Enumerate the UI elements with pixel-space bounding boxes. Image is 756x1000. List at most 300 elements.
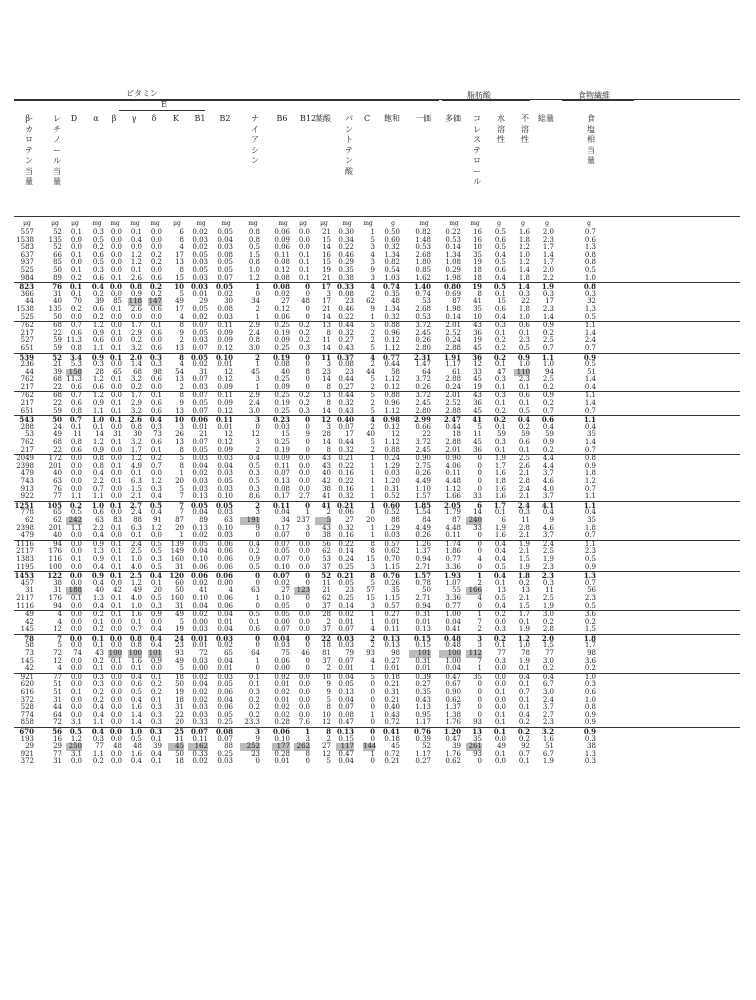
table-cell: 0.77 — [382, 352, 400, 362]
table-cell: 0.03 — [192, 258, 208, 267]
table-cell: 0 — [305, 578, 310, 587]
table-cell: 43 — [473, 321, 482, 330]
table-cell: 2.88 — [445, 406, 461, 415]
table-cell: 0.0 — [70, 547, 82, 556]
table-cell: 0.08 — [272, 282, 290, 292]
table-cell: 0.5 — [130, 688, 142, 697]
table-cell: 1.7 — [493, 500, 506, 510]
table-cell: 0.95 — [415, 710, 431, 719]
table-cell: 1.2 — [70, 734, 82, 743]
table-cell: 0.04 — [338, 757, 354, 766]
table-cell: 1.20 — [384, 477, 400, 485]
table-cell: 2 — [370, 399, 375, 408]
table-cell: 0.03 — [336, 633, 354, 643]
table-cell: 0.90 — [445, 454, 461, 463]
table-cell: 0 — [305, 757, 310, 766]
table-cell: 0.6 — [518, 321, 530, 330]
table-cell: 41 — [473, 297, 482, 306]
table-cell: 1.1 — [583, 500, 596, 510]
table-cell: 0.03 — [192, 710, 208, 719]
table-cell: 72 — [53, 718, 62, 727]
table-cell: 5 — [370, 391, 375, 400]
table-cell: 1.9 — [542, 757, 554, 766]
table-cell: 3.7 — [542, 531, 554, 540]
table-cell: 66 — [53, 250, 62, 259]
table-cell: 7 — [477, 617, 482, 626]
table-cell: 0.0 — [70, 539, 82, 548]
table-cell: 0.1 — [110, 375, 122, 384]
table-cell: 14 — [322, 343, 331, 352]
table-cell: 0.0 — [298, 484, 310, 493]
table-cell: 0.31 — [415, 656, 431, 665]
table-cell: 5 — [370, 406, 375, 415]
table-cell: 1.9 — [542, 554, 554, 563]
table-cell: 0.8 — [129, 633, 142, 643]
table-cell: 0 — [305, 312, 310, 321]
table-cell: 0.1 — [70, 688, 82, 697]
table-cell: 59 — [497, 430, 506, 439]
table-cell: 2 — [477, 625, 482, 634]
table-cell: 0.1 — [110, 328, 122, 337]
table-cell: 0.1 — [70, 228, 82, 236]
table-cell: 0 — [477, 547, 482, 556]
table-cell: 0.0 — [110, 454, 122, 463]
table-cell: 2.9 — [248, 321, 260, 330]
table-cell: 0.1 — [518, 328, 530, 337]
table-cell: 2.3 — [541, 571, 554, 581]
table-cell: 0.27 — [338, 336, 354, 345]
table-cell: 583 — [20, 243, 34, 252]
table-cell: 3.7 — [542, 469, 554, 478]
table-row — [14, 391, 740, 400]
table-cell: 63 — [251, 586, 260, 595]
table-cell: 0 — [305, 656, 310, 665]
table-cell: 58 — [25, 641, 34, 650]
table-cell: 2 — [255, 445, 260, 454]
table-cell: 0.03 — [217, 531, 233, 540]
table-cell: 0.98 — [382, 415, 400, 425]
table-cell: 0.0 — [70, 578, 82, 587]
table-cell: 0.08 — [274, 273, 290, 282]
table-cell: 13 — [175, 258, 184, 267]
table-cell: 0.22 — [338, 539, 354, 548]
table-cell: 2.8 — [518, 523, 530, 532]
table-cell: 81 — [322, 649, 331, 658]
table-cell: 0.24 — [445, 336, 461, 345]
table-cell: 0.4 — [150, 508, 162, 517]
table-cell: 0.01 — [190, 633, 208, 643]
table-cell: 0.70 — [384, 554, 400, 563]
table-cell: 0.07 — [272, 571, 290, 581]
table-cell: 0.03 — [192, 382, 208, 391]
table-cell: 0.25 — [274, 375, 290, 384]
table-cell: 2.5 — [129, 571, 142, 581]
table-cell: 0.0 — [150, 228, 162, 236]
table-cell: 1.1 — [584, 492, 596, 501]
table-cell: 1.8 — [494, 477, 506, 485]
table-cell: 149 — [170, 547, 184, 556]
table-cell: 0.04 — [217, 695, 233, 704]
table-cell: 13 — [175, 438, 184, 447]
table-cell: 0.0 — [150, 617, 162, 626]
table-cell: 1.7 — [542, 243, 554, 252]
table-cell: 1.2 — [92, 321, 104, 330]
table-cell: 762 — [20, 321, 34, 330]
table-cell: 0.0 — [70, 703, 82, 712]
table-cell: 18 — [175, 757, 184, 766]
table-cell: 0.09 — [217, 445, 233, 454]
table-row — [14, 509, 740, 517]
table-cell: 8 — [326, 328, 331, 337]
table-cell: 14 — [322, 312, 331, 321]
table-cell: 0.85 — [415, 265, 431, 274]
table-cell: 58 — [391, 367, 400, 376]
table-cell: 0.0 — [70, 454, 82, 463]
table-cell: 2.88 — [445, 343, 461, 352]
table-cell: 0.0 — [69, 571, 82, 581]
table-cell: 0.6 — [150, 304, 162, 313]
table-cell: 0.05 — [215, 282, 233, 292]
table-cell: 0.02 — [274, 672, 290, 681]
table-cell: 0.01 — [217, 617, 233, 626]
table-cell: 0.22 — [338, 243, 354, 252]
table-cell: 1.4 — [517, 282, 530, 292]
table-cell: 0.1 — [150, 578, 162, 587]
table-cell: 29 — [199, 297, 208, 306]
table-cell: 3.6 — [584, 610, 596, 619]
table-cell: 0.02 — [274, 688, 290, 697]
table-cell: 1.1 — [70, 492, 82, 501]
table-cell: 0.01 — [274, 695, 290, 704]
table-cell: 0.4 — [248, 539, 260, 548]
table-cell: 0.8 — [584, 258, 596, 267]
table-cell: 68 — [53, 391, 62, 400]
table-cell: 1.0 — [584, 695, 596, 704]
table-cell: 0.4 — [542, 672, 554, 681]
table-cell: 63 — [53, 477, 62, 485]
table-cell: 39 — [53, 367, 62, 376]
table-cell: 0.19 — [272, 352, 290, 362]
table-cell: 1.08 — [445, 258, 461, 267]
table-cell: 0.0 — [298, 477, 310, 485]
table-cell: 0.5 — [130, 734, 142, 743]
table-cell: 0.12 — [384, 382, 400, 391]
table-cell: 3 — [255, 508, 260, 517]
table-cell: 24 — [53, 422, 62, 431]
table-cell: 0.6 — [150, 273, 162, 282]
table-cell: 0.07 — [192, 375, 208, 384]
table-cell: 0.0 — [110, 312, 122, 321]
table-cell: 17 — [175, 250, 184, 259]
table-cell: 0.6 — [518, 438, 530, 447]
table-cell: 0.4 — [150, 625, 162, 634]
table-cell: 1.86 — [445, 547, 461, 556]
table-row — [14, 712, 740, 720]
table-cell: 1.2 — [130, 258, 142, 267]
table-cell: 0.02 — [274, 710, 290, 719]
table-cell: 0.1 — [150, 695, 162, 704]
table-cell: 49 — [175, 656, 184, 665]
table-cell: 26 — [175, 430, 184, 439]
table-cell: 6.3 — [130, 477, 142, 485]
table-cell: 0.0 — [298, 617, 310, 626]
table-cell: 3 — [477, 641, 482, 650]
table-cell: 1.98 — [445, 273, 461, 282]
table-cell: 85 — [53, 258, 62, 267]
table-cell: 56 — [52, 727, 62, 736]
table-cell: 3.0 — [248, 406, 260, 415]
table-cell: 0.18 — [384, 734, 400, 743]
table-cell: 12 — [251, 430, 260, 439]
table-cell: 0.13 — [192, 523, 208, 532]
table-cell: 0.40 — [384, 703, 400, 712]
table-cell: 0.0 — [150, 265, 162, 274]
table-cell: 3 — [255, 415, 260, 425]
table-cell: 2.3 — [542, 235, 554, 244]
table-row — [14, 751, 740, 759]
table-cell: 0.31 — [384, 688, 400, 697]
table-cell: 5 — [370, 578, 375, 587]
table-cell: 0.6 — [150, 328, 162, 337]
table-cell: 0.04 — [445, 664, 461, 673]
table-cell: 8 — [305, 367, 310, 376]
table-cell: 479 — [20, 531, 34, 540]
table-cell: 0.3 — [149, 727, 162, 736]
table-row — [14, 689, 740, 697]
table-cell: 0.27 — [384, 610, 400, 619]
table-cell: 0.15 — [338, 734, 354, 743]
table-cell: 40 — [53, 297, 62, 306]
table-cell: 1.1 — [583, 415, 596, 425]
table-row — [14, 673, 740, 682]
table-cell: 0.7 — [584, 578, 596, 587]
table-cell: 0 — [255, 531, 260, 540]
table-cell: 1.9 — [518, 656, 530, 665]
table-cell: 2 — [255, 304, 260, 313]
table-cell: 0.32 — [384, 243, 400, 252]
table-cell: 0.0 — [494, 672, 506, 681]
table-cell: 3.6 — [584, 656, 596, 665]
table-cell: 2.2 — [542, 273, 554, 282]
table-cell: 0.1 — [248, 617, 260, 626]
table-cell: 0 — [255, 571, 260, 581]
table-cell: 0.4 — [92, 578, 104, 587]
table-cell: 0.6 — [494, 304, 506, 313]
table-cell: 44 — [25, 297, 34, 306]
unit-label: μg — [173, 220, 181, 227]
table-cell: 0.5 — [584, 554, 596, 563]
unit-label: μg — [23, 220, 31, 227]
table-cell: 0.2 — [92, 757, 104, 766]
table-cell: 0.01 — [384, 617, 400, 626]
table-cell: 0.2 — [92, 625, 104, 634]
table-cell: 0.02 — [192, 469, 208, 478]
table-cell: 4 — [179, 312, 184, 321]
table-cell: 2 — [179, 382, 184, 391]
table-cell: 2.3 — [518, 375, 530, 384]
table-cell: 0.0 — [494, 695, 506, 704]
table-cell: 0.1 — [109, 500, 122, 510]
table-cell: 0.05 — [274, 547, 290, 556]
table-cell: 1.9 — [518, 562, 530, 571]
table-cell: 3.2 — [130, 438, 142, 447]
table-cell: 0.76 — [382, 571, 400, 581]
table-row — [14, 619, 740, 627]
table-cell: 0 — [305, 531, 310, 540]
table-cell: 0.5 — [584, 601, 596, 610]
table-cell: 616 — [20, 688, 34, 697]
table-cell: 3.72 — [415, 375, 431, 384]
table-cell: 1 — [179, 469, 184, 478]
table-cell: 0.0 — [70, 617, 82, 626]
table-cell: 0.31 — [415, 610, 431, 619]
table-cell: 0.41 — [382, 727, 400, 736]
table-cell: 0.77 — [445, 554, 461, 563]
table-cell: 2.0 — [129, 352, 142, 362]
table-cell: 0.2 — [248, 703, 260, 712]
table-cell: 11 — [322, 578, 331, 587]
table-cell: 1.1 — [92, 492, 104, 501]
table-cell: 4 — [370, 625, 375, 634]
table-cell: 0.17 — [274, 492, 290, 501]
table-cell: 68 — [53, 321, 62, 330]
column-header: 食塩相当量 — [587, 114, 595, 165]
table-cell: 89 — [53, 273, 62, 282]
table-cell: 0.53 — [415, 312, 431, 321]
table-cell: 0.3 — [248, 688, 260, 697]
table-cell: 5 — [315, 517, 331, 525]
table-cell: 0.0 — [298, 610, 310, 619]
table-cell: 0.1 — [110, 438, 122, 447]
group-label-vitamin: ビタミン — [126, 89, 158, 98]
table-cell: 0.4 — [149, 571, 162, 581]
table-cell: 0.32 — [338, 523, 354, 532]
table-cell: 0.0 — [494, 757, 506, 766]
table-cell: 0.02 — [217, 289, 233, 298]
table-cell: 18 — [473, 265, 482, 274]
table-cell: 93 — [473, 718, 482, 727]
table-cell: 0.4 — [584, 422, 596, 431]
table-cell: 0.8 — [248, 258, 260, 267]
table-cell: 0.3 — [494, 391, 506, 400]
table-cell: 0.1 — [110, 562, 122, 571]
table-cell: 9 — [179, 399, 184, 408]
table-cell: 0.11 — [274, 461, 290, 470]
table-cell: 9 — [549, 515, 554, 524]
table-cell: 3 — [255, 375, 260, 384]
table-cell: 1.2 — [92, 438, 104, 447]
table-cell: 0.57 — [384, 539, 400, 548]
table-cell: 1.12 — [384, 375, 400, 384]
table-cell: 0.06 — [190, 571, 208, 581]
table-cell: 0.1 — [494, 289, 506, 298]
table-cell: 8 — [179, 461, 184, 470]
table-cell: 1 — [255, 312, 260, 321]
table-cell: 0.0 — [150, 382, 162, 391]
table-cell: 0.0 — [70, 672, 82, 681]
table-cell: 0.3 — [298, 343, 310, 352]
table-cell: 0.05 — [217, 477, 233, 485]
table-cell: 0.07 — [274, 539, 290, 548]
table-cell: 2.9 — [130, 399, 142, 408]
table-cell: 0.24 — [338, 554, 354, 563]
table-cell: 0.7 — [70, 321, 82, 330]
table-cell: 0.02 — [192, 695, 208, 704]
table-cell: 1.29 — [384, 461, 400, 470]
table-cell: 0.1 — [110, 610, 122, 619]
table-cell: 34 — [251, 297, 260, 306]
table-row — [14, 758, 740, 766]
table-cell: 762 — [20, 438, 34, 447]
table-cell: 10 — [473, 243, 482, 252]
table-cell: 1.17 — [415, 718, 431, 727]
table-cell: 0.2 — [150, 250, 162, 259]
table-cell: 0.19 — [274, 445, 290, 454]
table-cell: 0 — [305, 438, 310, 447]
table-cell: 1.5 — [518, 554, 530, 563]
table-row — [14, 439, 740, 447]
table-cell: 1.17 — [445, 360, 461, 369]
table-cell: 0 — [370, 734, 375, 743]
table-cell: 0 — [370, 727, 375, 736]
table-cell: 14 — [322, 406, 331, 415]
table-cell: 2.1 — [518, 593, 530, 602]
table-cell: 0.08 — [274, 258, 290, 267]
table-cell: 44 — [366, 367, 375, 376]
table-cell: 1.6 — [130, 749, 142, 758]
table-cell: 4.0 — [130, 593, 142, 602]
table-cell: 87 — [175, 515, 184, 524]
table-cell: 3 — [326, 422, 331, 431]
table-cell: 0.32 — [338, 445, 354, 454]
table-cell: 0.2 — [92, 243, 104, 252]
table-cell: 4.0 — [542, 484, 554, 493]
table-cell: 0.16 — [338, 484, 354, 493]
table-cell: 31 — [199, 367, 208, 376]
table-cell: 1.2 — [130, 578, 142, 587]
table-cell: 0.7 — [542, 343, 554, 352]
table-cell: 56 — [587, 586, 596, 595]
table-cell: 22 — [321, 633, 331, 643]
table-cell: 0.53 — [445, 235, 461, 244]
table-cell: 1.7 — [130, 321, 142, 330]
table-cell: 2 — [255, 500, 260, 510]
table-cell: 1.4 — [130, 718, 142, 727]
table-cell: 3 — [305, 523, 310, 532]
table-cell: 0.54 — [384, 265, 400, 274]
table-cell: 45 — [251, 367, 260, 376]
table-cell: 177 — [272, 743, 290, 751]
table-cell: 0.14 — [445, 243, 461, 252]
table-cell: 0.2 — [584, 617, 596, 626]
table-cell: 62 — [25, 515, 34, 524]
table-cell: 0.06 — [192, 562, 208, 571]
table-cell: 2.6 — [129, 415, 142, 425]
table-cell: 1.7 — [542, 258, 554, 267]
table-cell: 0.5 — [494, 258, 506, 267]
table-cell: 2 — [370, 289, 375, 298]
table-cell: 0.00 — [192, 664, 208, 673]
table-cell: 0.24 — [445, 382, 461, 391]
table-cell: 101 — [148, 649, 162, 658]
table-cell: 0.1 — [518, 445, 530, 454]
table-row — [14, 704, 740, 712]
table-cell: 0.07 — [338, 703, 354, 712]
table-cell: 45 — [391, 742, 400, 751]
table-cell: 9 — [326, 688, 331, 697]
table-cell: 0.4 — [494, 312, 506, 321]
table-cell: 1.40 — [413, 282, 431, 292]
